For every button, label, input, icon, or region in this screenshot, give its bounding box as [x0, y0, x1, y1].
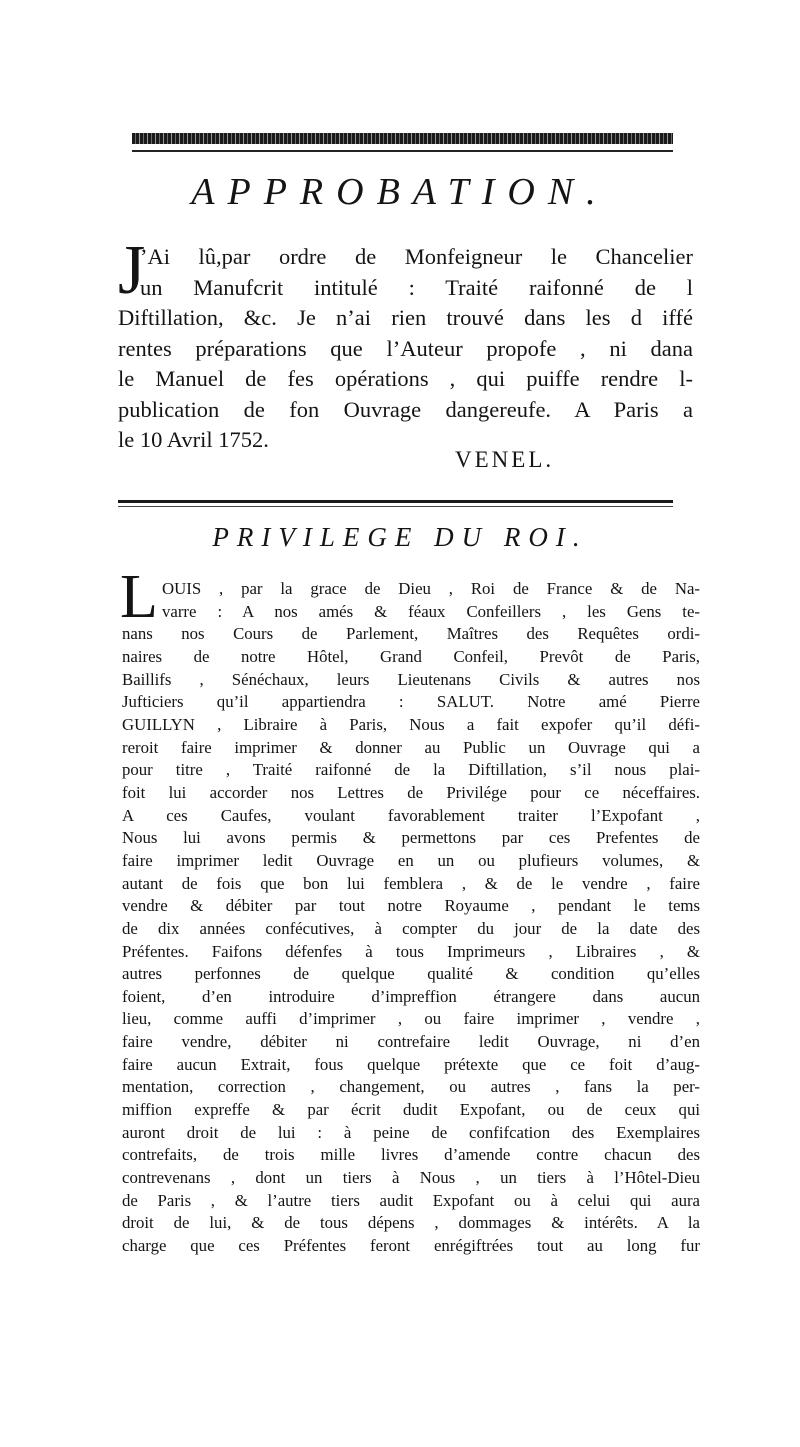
section-divider-thin — [118, 506, 673, 507]
privilege-line: faire vendre, débiter ni contrefaire ledit Ouvrage, ni d’en — [122, 1032, 700, 1052]
privilege-line: Préfentes. Faifons défenfes à tous Imprimeurs , Libraires , & — [122, 941, 700, 961]
privilege-line: varre : A nos amés & féaux Confeillers , les Gens te- — [162, 601, 700, 621]
approbation-line: rentes préparations que l’Auteur propofe , ni dana — [118, 335, 693, 361]
privilege-line: GUILLYN , Libraire à Paris, Nous a fait expofer qu’il défi- — [122, 714, 700, 734]
privilege-line: nans nos Cours de Parlement, Maîtres des Requêtes ordi- — [122, 624, 700, 644]
privilege-line: pour titre , Traité raifonné de la Diftillation, s’il nous plai- — [122, 760, 700, 780]
approbation-line: ’Ai lû,par ordre de Monfeigneur le Chancelier — [140, 244, 693, 269]
approbation-line: le Manuel de fes opérations , qui puiffe rendre l- — [118, 366, 693, 391]
privilege-line: A ces Caufes, voulant favorablement traiter l’Expofant , — [122, 805, 700, 825]
privilege-line: foit lui accorder nos Lettres de Privilége pour ce néceffaires. — [122, 782, 700, 802]
privilege-line: de dix années confécutives, à compter du jour de la date des — [122, 918, 700, 938]
privilege-line: OUIS , par la grace de Dieu , Roi de France & de Na- — [162, 579, 700, 598]
privilege-line: lieu, comme auffi d’imprimer , ou faire imprimer , vendre , — [122, 1009, 700, 1029]
privilege-line: mentation, correction , changement, ou autres , fans la per- — [122, 1077, 700, 1097]
privilege-line: faire imprimer ledit Ouvrage en un ou plufieurs volumes, & — [122, 850, 700, 870]
section-divider-thick — [118, 500, 673, 503]
privilege-line: Baillifs , Sénéchaux, leurs Lieutenans Civils & autres nos — [122, 669, 700, 689]
approbation-dropcap: J — [118, 232, 146, 309]
privilege-dropcap: L — [120, 563, 158, 631]
privilege-line: contrefaits, de trois mille livres d’amende contre chacun des — [122, 1145, 700, 1165]
head-ornament-band — [132, 133, 673, 144]
privilege-line: naires de notre Hôtel, Grand Confeil, Prevôt de Paris, — [122, 646, 700, 666]
privilege-line: autres perfonnes de quelque qualité & condition qu’elles — [122, 964, 700, 984]
privilege-line: droit de lui, & de tous dépens , dommages & intérêts. A la — [122, 1213, 700, 1233]
privilege-line: charge que ces Préfentes feront enrégiftrées tout au long fur — [122, 1236, 700, 1256]
approbation-line: un Manufcrit intitulé : Traité raifonné de l — [140, 274, 693, 300]
approbation-signature: VENEL. — [455, 447, 555, 472]
privilege-text — [122, 578, 700, 1258]
privilege-line: miffion expreffe & par écrit dudit Expofant, ou de ceux qui — [122, 1100, 700, 1120]
head-ornament-rule — [132, 150, 673, 152]
privilege-line: auront droit de lui : à peine de confifcation des Exemplaires — [122, 1122, 700, 1142]
privilege-line: reroit faire imprimer & donner au Public un Ouvrage qui a — [122, 737, 700, 757]
privilege-line: Jufticiers qu’il appartiendra : SALUT. Notre amé Pierre — [122, 692, 700, 712]
approbation-line: publication de fon Ouvrage dangereufe. A Paris a — [118, 396, 693, 422]
privilege-line: faire aucun Extrait, fous quelque prétexte que ce foit d’aug- — [122, 1054, 700, 1074]
approbation-text — [118, 242, 693, 456]
approbation-title: APPROBATION. — [191, 171, 609, 213]
approbation-line: le 10 Avril 1752. — [118, 427, 269, 452]
privilege-title: PRIVILEGE DU ROI. — [212, 522, 588, 552]
privilege-line: de Paris , & l’autre tiers audit Expofant ou à celui qui aura — [122, 1190, 700, 1210]
privilege-line: contrevenans , dont un tiers à Nous , un tiers à l’Hôtel-Dieu — [122, 1168, 700, 1188]
privilege-line: autant de fois que bon lui femblera , & de le vendre , faire — [122, 873, 700, 893]
privilege-line: foient, d’en introduire d’impreffion étrangere dans aucun — [122, 986, 700, 1006]
privilege-line: vendre & débiter par tout notre Royaume , pendant le tems — [122, 896, 700, 916]
approbation-line: Diftillation, &c. Je n’ai rien trouvé dans les d iffé — [118, 305, 693, 330]
privilege-line: Nous lui avons permis & permettons par ces Prefentes de — [122, 828, 700, 848]
